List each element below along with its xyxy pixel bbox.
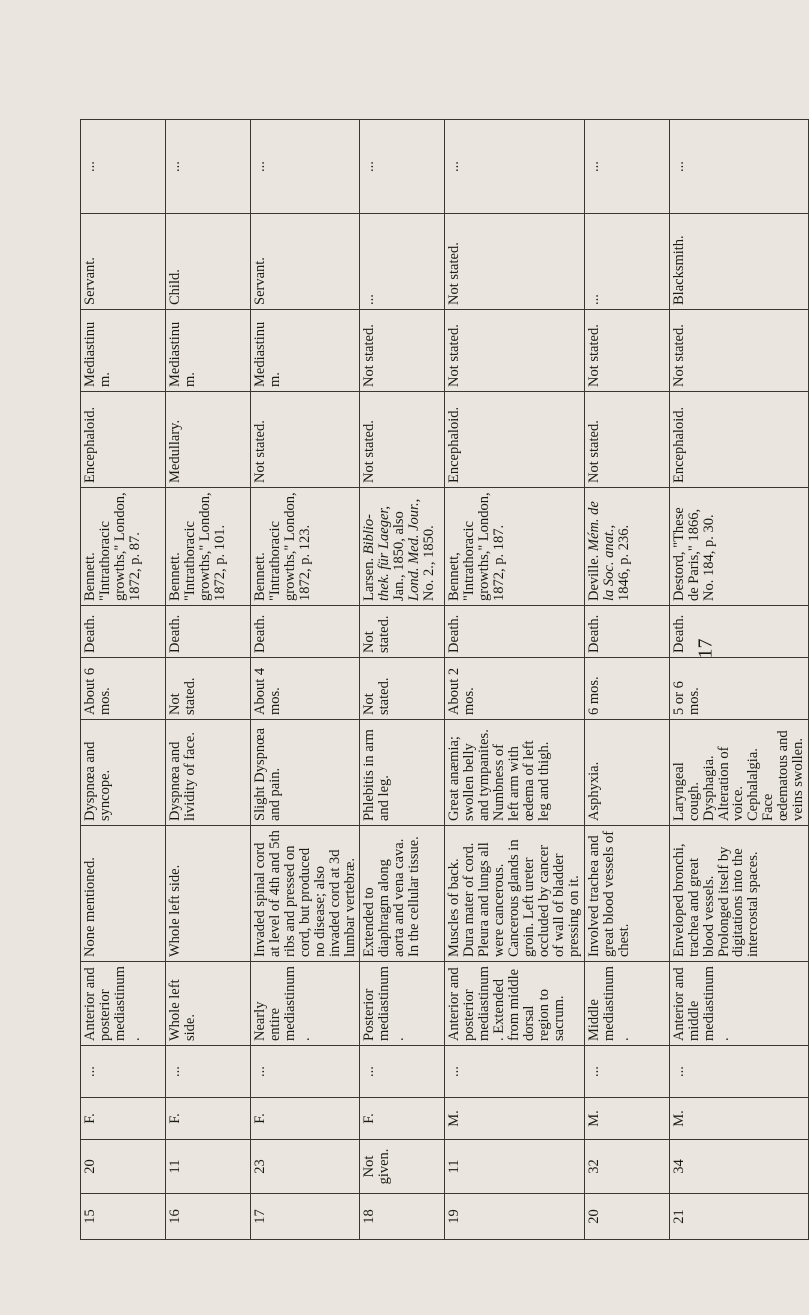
duration-cell: Not stated. [166,658,251,720]
case-table [80,119,809,1240]
position-cell: Nearly entire mediastinum. [251,962,360,1046]
reference-cell: Bennett. "Intrathoracic growths," London, 1872, p. 123. [251,488,360,606]
symptoms-cell: Dyspnœa and lividity of face. [166,720,251,826]
blank-cell: ... [81,1046,166,1098]
blank-cell: ... [166,120,251,214]
case-number: 19 [445,1194,584,1240]
result-cell: Death. [81,606,166,658]
symptoms-cell: Dyspnœa and syncope. [81,720,166,826]
blank-cell: ... [251,120,360,214]
duration-cell: About 6 mos. [81,658,166,720]
kind-cell: Not stated. [584,392,669,488]
kind-cell: Medullary. [166,392,251,488]
sex-cell: F. [166,1098,251,1140]
reference-part: Mém. de la Soc. anat., [585,501,617,601]
age-cell: 23 [251,1140,360,1194]
table-row [81,120,166,1240]
result-cell: Death. [445,606,584,658]
seat-cell: Mediastinum. [81,310,166,392]
reference-part: Deville. [585,551,602,601]
extension-cell: Whole left side. [166,826,251,962]
sex-cell: M. [445,1098,584,1140]
seat-cell: Not stated. [584,310,669,392]
table-row [584,120,669,1240]
position-cell: Anterior and posterior mediastinum. Extended from middle dorsal region to sacrum. [445,962,584,1046]
case-number: 15 [81,1194,166,1240]
sex-cell: M. [584,1098,669,1140]
extension-cell: Muscles of back. Dura mater of cord. Pleura and lungs all were cancerous. Cancerous glands in groin. Left ureter occluded by cancer of wall of bladder pressing on it. [445,826,584,962]
result-cell: Death. [669,606,808,658]
blank-cell: ... [360,1046,445,1098]
result-cell: Not stated. [360,606,445,658]
sex-cell: F. [81,1098,166,1140]
duration-cell: About 2 mos. [445,658,584,720]
blank-cell: ... [445,1046,584,1098]
position-cell: Whole left side. [166,962,251,1046]
table-row [360,120,445,1240]
table-row [445,120,584,1240]
reference-part: Lond. Med. Jour., [406,498,423,601]
reference-part: 1846, p. 236. [615,524,632,601]
age-cell: 11 [166,1140,251,1194]
case-number: 18 [360,1194,445,1240]
blank-cell: ... [584,1046,669,1098]
extension-cell: Involved trachea and great blood vessels of chest. [584,826,669,962]
age-cell: 20 [81,1140,166,1194]
age-cell: 11 [445,1140,584,1194]
duration-cell: Not stated. [360,658,445,720]
kind-cell: Not stated. [251,392,360,488]
rotated-page [80,120,807,1240]
occupation-cell: Not stated. [445,214,584,310]
table-row [166,120,251,1240]
extension-cell: Invaded spinal cord at level of 4th and 5th ribs and pressed on cord, but produced no disease; also invaded cord at 3d lumbar vertebræ. [251,826,360,962]
blank-cell: ... [669,1046,808,1098]
symptoms-cell: Phlebitis in arm and leg. [360,720,445,826]
position-cell: Anterior and middle mediastinum. [669,962,808,1046]
reference-part: Larsen. [361,554,378,601]
seat-cell: Mediastinum. [166,310,251,392]
symptoms-cell: Slight Dyspnœa and pain. [251,720,360,826]
reference-cell: Bennett. "Intrathoracic growths," London, 1872, p. 87. [81,488,166,606]
sex-cell: F. [360,1098,445,1140]
reference-cell: Bennett, "Intrathoracic growths," London, 1872, p. 187. [445,488,584,606]
blank-cell: ... [360,120,445,214]
result-cell: Death. [251,606,360,658]
kind-cell: Encephaloid. [445,392,584,488]
reference-cell: Destord, "These de Paris," 1866, No. 184, p. 30. [669,488,808,606]
symptoms-cell: Great anæmia; swollen belly and tympanites. Numbness of left arm with œdema of left leg and thigh. [445,720,584,826]
duration-cell: 5 or 6 mos. [669,658,808,720]
blank-cell: ... [584,120,669,214]
seat-cell: Not stated. [445,310,584,392]
extension-cell: Enveloped bronchi, trachea and great blood vessels. Prolonged itself by digitations into the intercostal spaces. [669,826,808,962]
age-cell: 32 [584,1140,669,1194]
reference-part: Jan., 1850, also [391,511,408,601]
position-cell: Anterior and posterior mediastinum. [81,962,166,1046]
reference-cell [584,488,669,606]
occupation-cell: Servant. [251,214,360,310]
extension-cell: None mentioned. [81,826,166,962]
reference-part: No. 2., 1850. [421,525,438,601]
reference-cell: Bennett. "Intrathoracic growths," London, 1872, p. 101. [166,488,251,606]
seat-cell: Not stated. [669,310,808,392]
blank-cell: ... [669,120,808,214]
occupation-cell: Blacksmith. [669,214,808,310]
blank-cell: ... [166,1046,251,1098]
position-cell: Middle mediastinum. [584,962,669,1046]
position-cell: Posterior mediastinum. [360,962,445,1046]
case-number: 20 [584,1194,669,1240]
table-row [669,120,808,1240]
occupation-cell: Child. [166,214,251,310]
duration-cell: About 4 mos. [251,658,360,720]
table-row [251,120,360,1240]
seat-cell: Mediastinum. [251,310,360,392]
blank-cell: ... [251,1046,360,1098]
result-cell: Death. [584,606,669,658]
blank-cell: ... [81,120,166,214]
result-cell: Death. [166,606,251,658]
kind-cell: Encephaloid. [669,392,808,488]
page-number: 17 [694,638,717,659]
reference-part: Biblio-thek. für Laeger, [361,505,393,601]
kind-cell: Encephaloid. [81,392,166,488]
case-number: 17 [251,1194,360,1240]
occupation-cell: ... [584,214,669,310]
duration-cell: 6 mos. [584,658,669,720]
reference-cell [360,488,445,606]
symptoms-cell: Laryngeal cough. Dysphagia. Alteration of voice. Cephalalgia. Face œdematous and veins swollen. [669,720,808,826]
seat-cell: Not stated. [360,310,445,392]
kind-cell: Not stated. [360,392,445,488]
age-cell: Not given. [360,1140,445,1194]
extension-cell: Extended to diaphragm along aorta and vena cava. In the cellular tissue. [360,826,445,962]
sex-cell: M. [669,1098,808,1140]
sex-cell: F. [251,1098,360,1140]
blank-cell: ... [445,120,584,214]
symptoms-cell: Asphyxia. [584,720,669,826]
occupation-cell: Servant. [81,214,166,310]
table-body [81,120,809,1240]
age-cell: 34 [669,1140,808,1194]
occupation-cell: ... [360,214,445,310]
case-number: 16 [166,1194,251,1240]
case-number: 21 [669,1194,808,1240]
